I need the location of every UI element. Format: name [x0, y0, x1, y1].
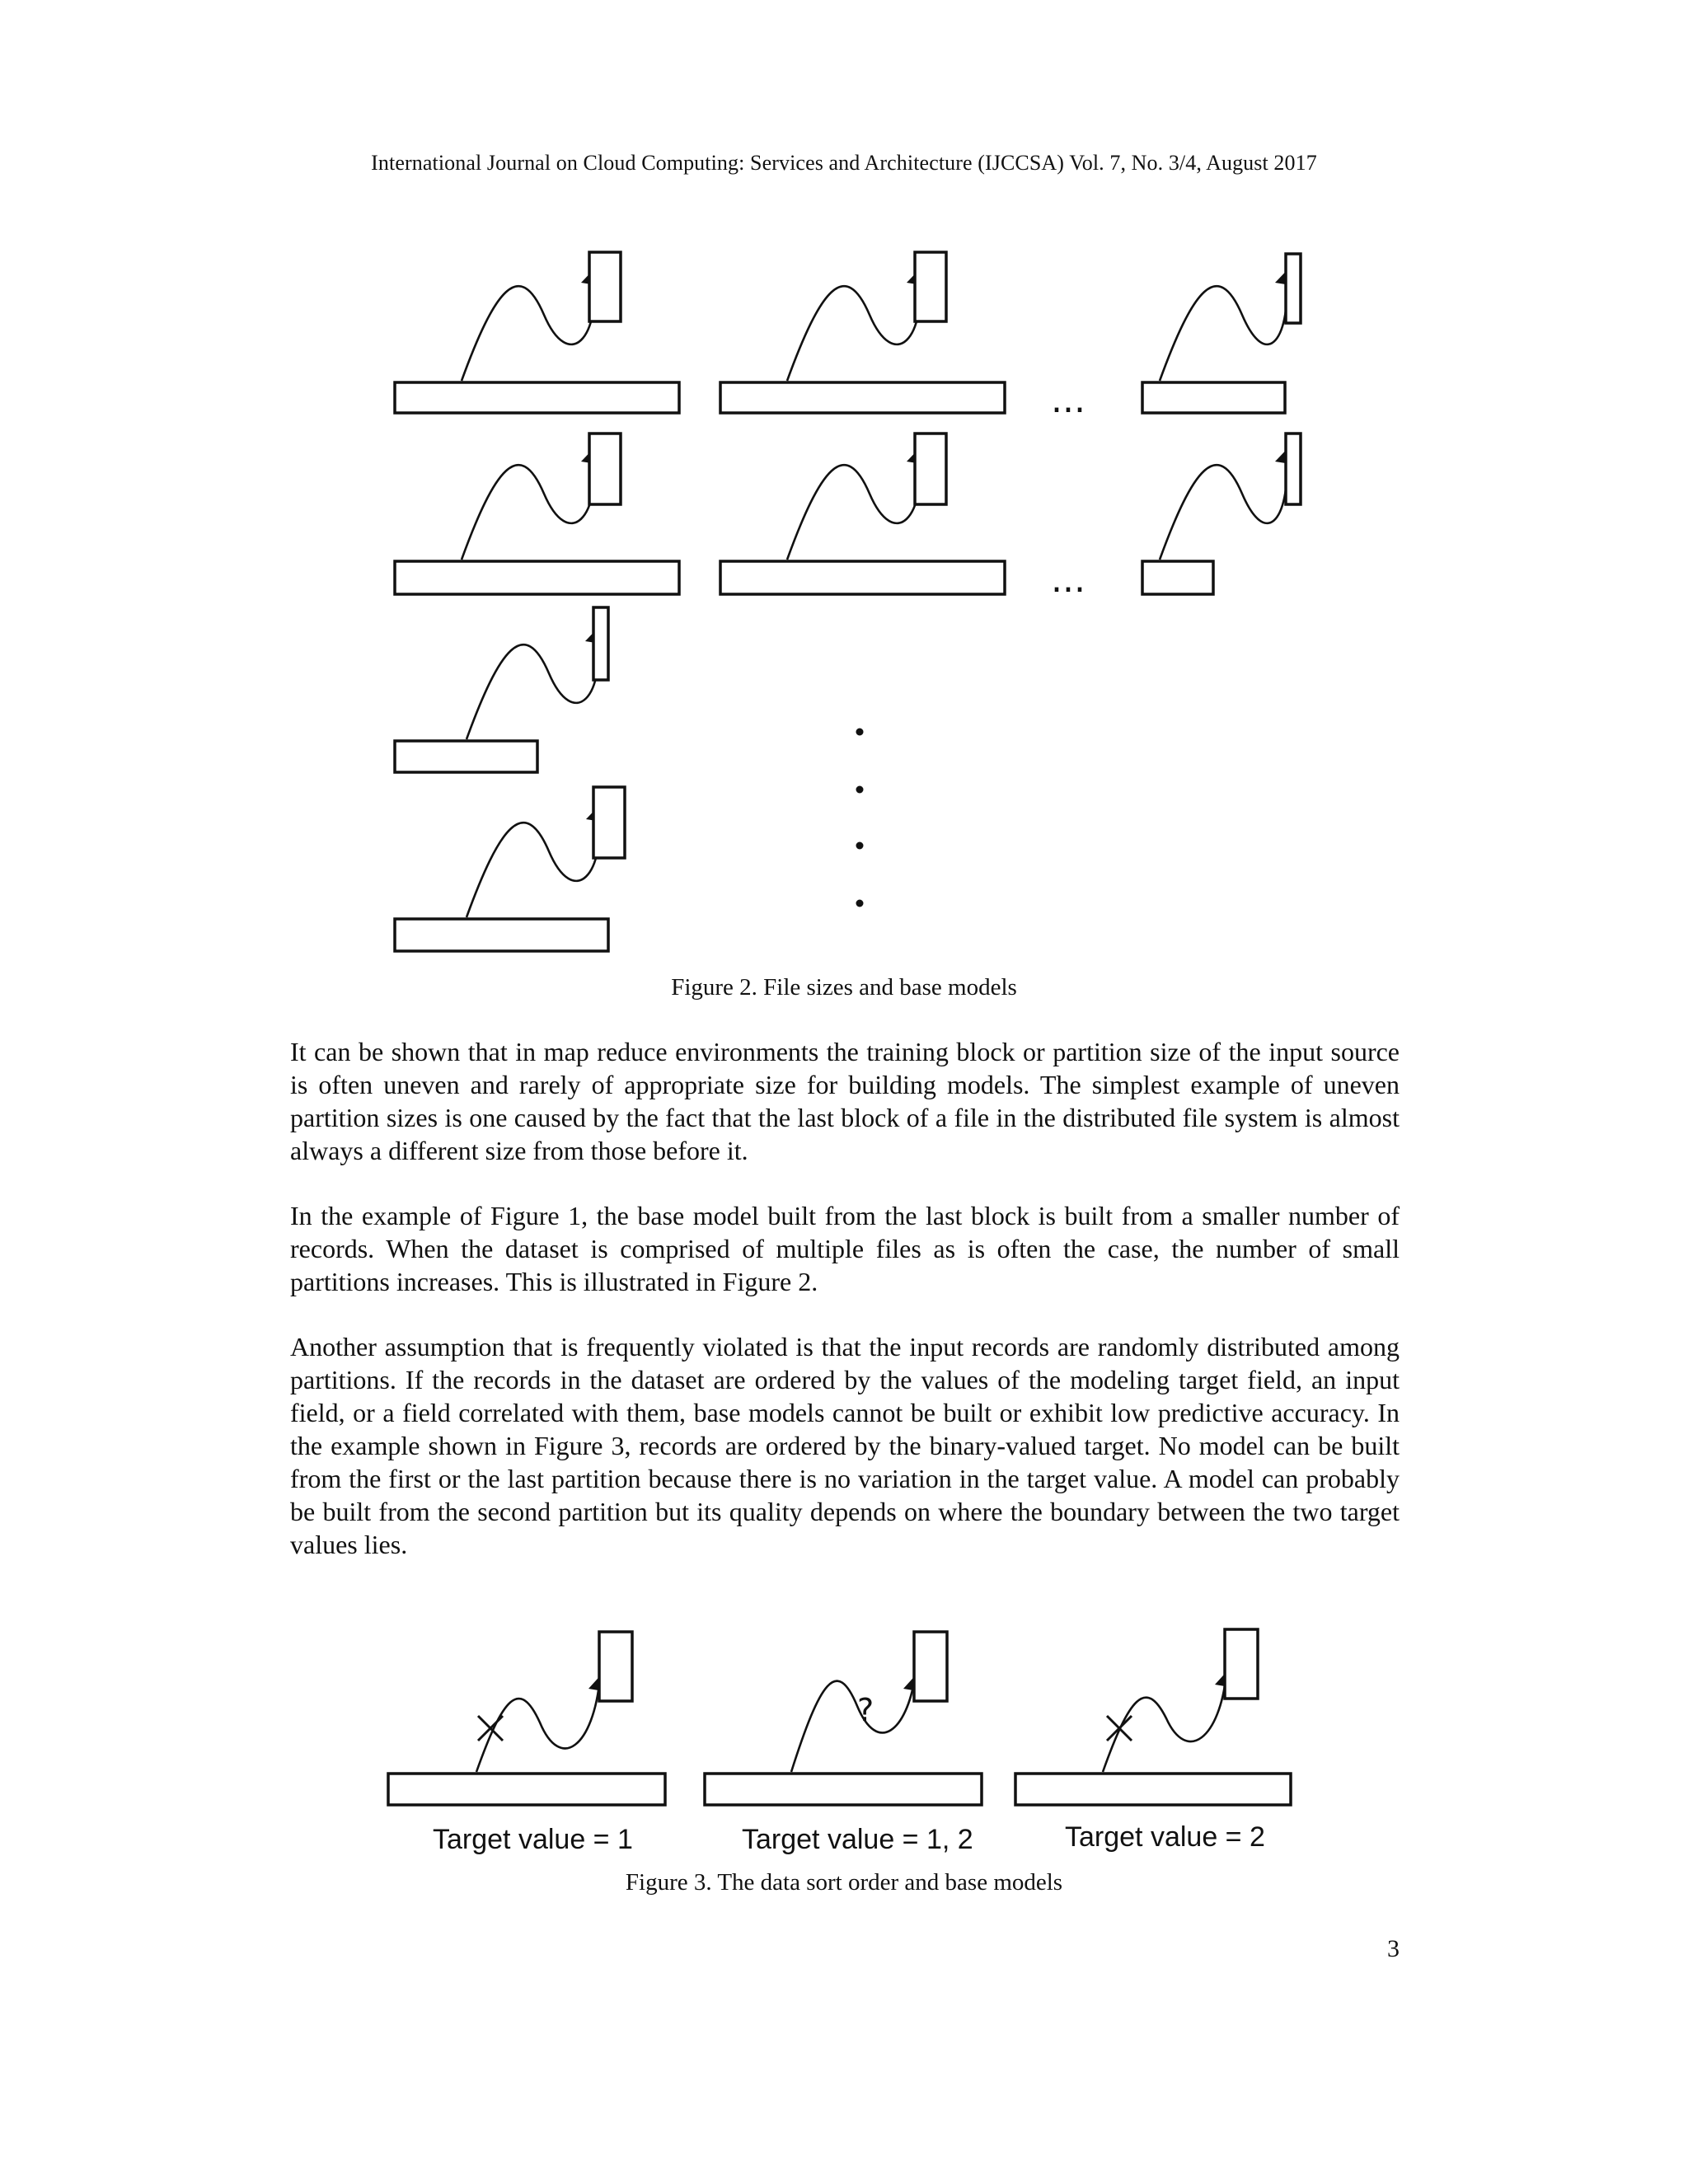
partition-file2-block2	[720, 434, 1005, 594]
question-mark: ?	[857, 1692, 874, 1728]
base-model-box	[1286, 254, 1301, 323]
base-model-box	[915, 434, 946, 504]
paragraph-3: Another assumption that is frequently violated is that the input records are randomly distributed among partitions. If the records in the dataset are ordered by the values of the modeling target field, an input field, or a field correlated with them, base models cannot be built or exhibit low predictive accuracy. In the example shown in Figure 3, records are ordered by the binary-valued target. No model can be built from the first or the last partition because there is no variation in the target value. A model can probably be built from the second partition but its quality depends on where the boundary between the two target values lies.	[290, 1332, 1400, 1559]
figure-3-caption: Figure 3. The data sort order and base models	[625, 1869, 1063, 1896]
running-header: International Journal on Cloud Computing: Services and Architecture (IJCCSA) Vol. 7, No. 3/4, August 2017	[371, 151, 1317, 175]
base-model-box	[589, 252, 621, 321]
base-model-box	[1286, 434, 1301, 504]
base-model-box	[589, 434, 621, 504]
paragraph-2: In the example of Figure 1, the base model built from the last block is built from a smaller number of records. When the dataset is comprised of multiple files as is often the case, the number of small partitions increases. This is illustrated in Figure 2.	[290, 1201, 1400, 1296]
base-model-box	[1225, 1629, 1258, 1699]
figure-2-caption: Figure 2. File sizes and base models	[671, 974, 1017, 1001]
body-text	[290, 1035, 1400, 1593]
partition-fileN-block2	[1142, 434, 1301, 594]
figure-3-diagram	[0, 1607, 1688, 1854]
base-model-box	[599, 1632, 632, 1701]
vertical-ellipsis	[856, 729, 864, 907]
base-model-box	[914, 1632, 947, 1701]
partition-file1-block2	[395, 434, 679, 594]
partition-target-2	[1015, 1629, 1291, 1805]
partition-medium	[395, 787, 625, 951]
label-target-1-2: Target value = 1, 2	[742, 1824, 973, 1854]
base-model-box	[915, 252, 946, 321]
paragraph-1: It can be shown that in map reduce environments the training block or partition size of the input source is often uneven and rarely of appropriate size for building models. The simplest example of uneven partition sizes is one caused by the fact that the last block of a file in the distributed file system is almost always a different size from those before it.	[290, 1037, 1400, 1165]
partition-file2-block1	[720, 252, 1005, 413]
ellipsis-row2: ...	[1051, 559, 1085, 601]
base-model-box	[593, 787, 625, 858]
partition-target-1-2	[705, 1632, 982, 1805]
partition-target-1	[388, 1632, 665, 1805]
page-number: 3	[1387, 1935, 1400, 1962]
label-target-2: Target value = 2	[1065, 1821, 1265, 1853]
partition-small-1	[395, 607, 608, 772]
partition-fileN-block1	[1142, 254, 1301, 413]
base-model-box	[593, 607, 608, 680]
label-target-1: Target value = 1	[433, 1824, 633, 1854]
partition-file1-block1	[395, 252, 679, 413]
x-mark-icon	[1107, 1716, 1132, 1741]
figure-2-diagram	[0, 0, 1688, 964]
ellipsis-row1: ...	[1051, 379, 1085, 421]
